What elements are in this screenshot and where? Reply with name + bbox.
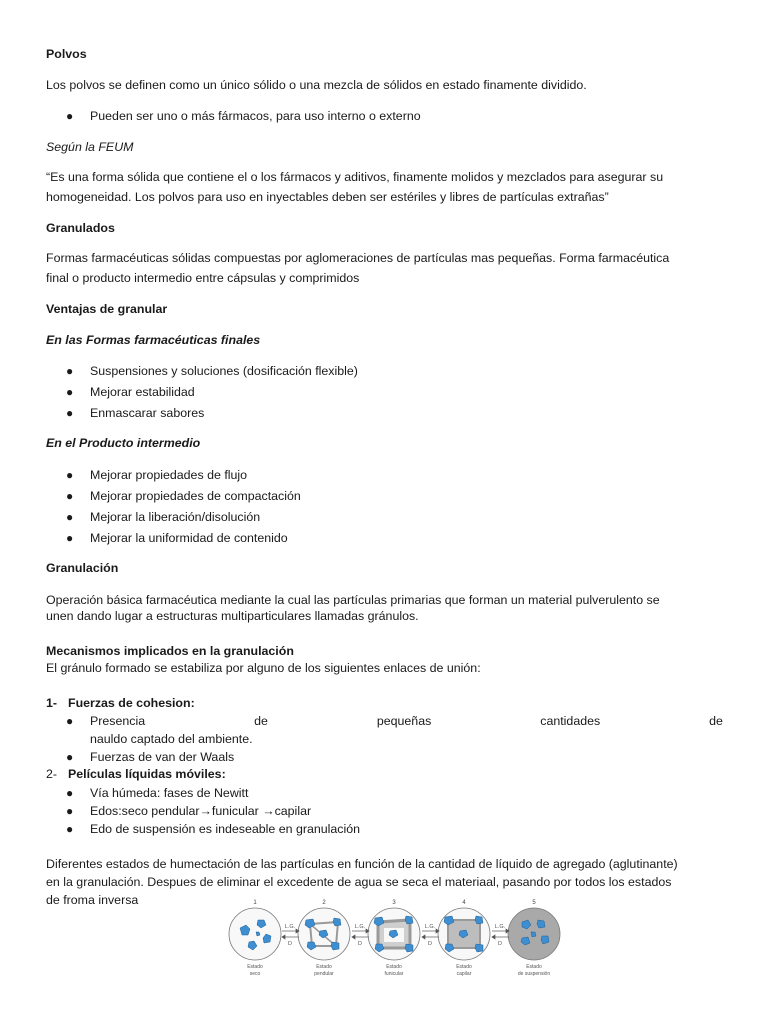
- bullet-icon: ●: [66, 786, 74, 800]
- list-item-continuation: nauldo captado del ambiente.: [90, 732, 253, 746]
- bullet-icon: ●: [66, 364, 74, 378]
- bullet-icon: ●: [66, 385, 74, 399]
- list-item: Vía húmeda: fases de Newitt: [90, 786, 249, 800]
- heading-finales: En las Formas farmacéuticas finales: [46, 333, 261, 347]
- item-number: 2-: [46, 767, 58, 781]
- state-label: funicular: [384, 971, 404, 977]
- state-circle-suspension: [508, 908, 560, 960]
- granulados-line2: final o producto intermedio entre cápsulas y comprimidos: [46, 271, 360, 285]
- word: Presencia: [90, 714, 146, 728]
- state-label: pendular: [314, 971, 334, 977]
- list-item: Enmascarar sabores: [90, 406, 205, 420]
- state-label: capilar: [456, 971, 472, 977]
- bullet-icon: ●: [66, 510, 74, 524]
- list-item: Suspensiones y soluciones (dosificación flexible): [90, 364, 358, 378]
- state-label: Estado: [526, 964, 542, 970]
- heading-ventajas: Ventajas de granular: [46, 302, 168, 316]
- arrow-label: L.G.: [354, 924, 366, 930]
- bullet-icon: ●: [66, 109, 74, 123]
- bullet-icon: ●: [66, 750, 74, 764]
- state-label: Estado: [316, 964, 332, 970]
- word: pequeñas: [376, 714, 432, 728]
- bullet-icon: ●: [66, 822, 74, 836]
- mecanismos-intro: El gránulo formado se estabiliza por alguno de los siguientes enlaces de unión:: [46, 661, 481, 675]
- list-item: Mejorar la uniformidad de contenido: [90, 531, 288, 545]
- heading-granulacion: Granulación: [46, 561, 119, 575]
- arrow-label: D: [498, 941, 502, 947]
- humectacion-diagram: [222, 896, 562, 984]
- list-item: Fuerzas de van der Waals: [90, 750, 235, 764]
- state-label: Estado: [386, 964, 402, 970]
- state-label: de suspensión: [517, 971, 551, 977]
- list-item: Mejorar estabilidad: [90, 385, 195, 399]
- polvos-definition: Los polvos se definen como un único sólido o una mezcla de sólidos en estado finamente dividido.: [46, 78, 587, 92]
- bullet-icon: ●: [66, 468, 74, 482]
- state-number: 3: [392, 900, 396, 906]
- bullet-icon: ●: [66, 489, 74, 503]
- arrow-label: D: [428, 941, 432, 947]
- heading-intermedio: En el Producto intermedio: [46, 436, 201, 450]
- list-item: Edo de suspensión es indeseable en granulación: [90, 822, 361, 836]
- arrow-label: D: [288, 941, 292, 947]
- granulacion-line2: unen dando lugar a estructuras multiparticulares llamadas gránulos.: [46, 609, 419, 623]
- state-circle-seco: [229, 908, 281, 960]
- heading-polvos: Polvos: [46, 47, 87, 61]
- list-item: Mejorar propiedades de compactación: [90, 489, 301, 503]
- bullet-icon: ●: [66, 531, 74, 545]
- state-label: Estado: [247, 964, 263, 970]
- state-label: Estado: [456, 964, 472, 970]
- heading-granulados: Granulados: [46, 221, 115, 235]
- heading-mecanismos: Mecanismos implicados en la granulación: [46, 644, 294, 658]
- state-number: 2: [322, 900, 326, 906]
- state-label: seco: [249, 971, 261, 977]
- polvos-quote-line1: “Es una forma sólida que contiene el o los fármacos y aditivos, finamente molidos y mezclados para asegurar su: [46, 170, 664, 184]
- granulados-line1: Formas farmacéuticas sólidas compuestas por aglomeraciones de partículas mas pequeñas. Forma farmacéutica: [46, 251, 670, 265]
- list-item: Pueden ser uno o más fármacos, para uso interno o externo: [90, 109, 421, 123]
- word: de: [709, 714, 723, 728]
- estados-line2: en la granulación. Despues de eliminar el excedente de agua se seca el materiaal, pasando por todos los estados: [46, 875, 672, 889]
- item-number: 1-: [46, 696, 58, 710]
- state-number: 4: [462, 900, 466, 906]
- estados-line3: de froma inversa: [46, 893, 139, 907]
- state-circle-pendular: [298, 908, 350, 960]
- estados-line1: Diferentes estados de humectación de las partículas en función de la cantidad de líquido de agregado (aglutinante): [46, 857, 678, 871]
- bullet-icon: ●: [66, 804, 74, 818]
- polvos-quote-line2: homogeneidad. Los polvos para uso en inyectables deben ser estériles y libres de partículas extrañas”: [46, 190, 609, 204]
- state-circle-funicular: [368, 908, 420, 960]
- item-title: Fuerzas de cohesion:: [68, 696, 195, 710]
- arrow-label: L.G.: [284, 924, 296, 930]
- justified-line: [90, 712, 723, 730]
- word: cantidades: [540, 714, 601, 728]
- polvos-source: Según la FEUM: [46, 140, 134, 154]
- arrow-label: D: [358, 941, 362, 947]
- list-item: Edos:seco pendular→funicular →capilar: [90, 804, 312, 818]
- item-title: Películas líquidas móviles:: [68, 767, 226, 781]
- bullet-icon: ●: [66, 406, 74, 420]
- arrow-label: L.G.: [494, 924, 506, 930]
- state-number: 1: [253, 900, 257, 906]
- list-item: Mejorar propiedades de flujo: [90, 468, 248, 482]
- list-item: Mejorar la liberación/disolución: [90, 510, 261, 524]
- state-circle-capilar: [438, 908, 490, 960]
- state-number: 5: [532, 900, 536, 906]
- granulacion-line1: Operación básica farmacéutica mediante la cual las partículas primarias que forman un material pulverulento se: [46, 593, 660, 607]
- word: de: [254, 714, 268, 728]
- arrow-label: L.G.: [424, 924, 436, 930]
- bullet-icon: ●: [66, 714, 74, 728]
